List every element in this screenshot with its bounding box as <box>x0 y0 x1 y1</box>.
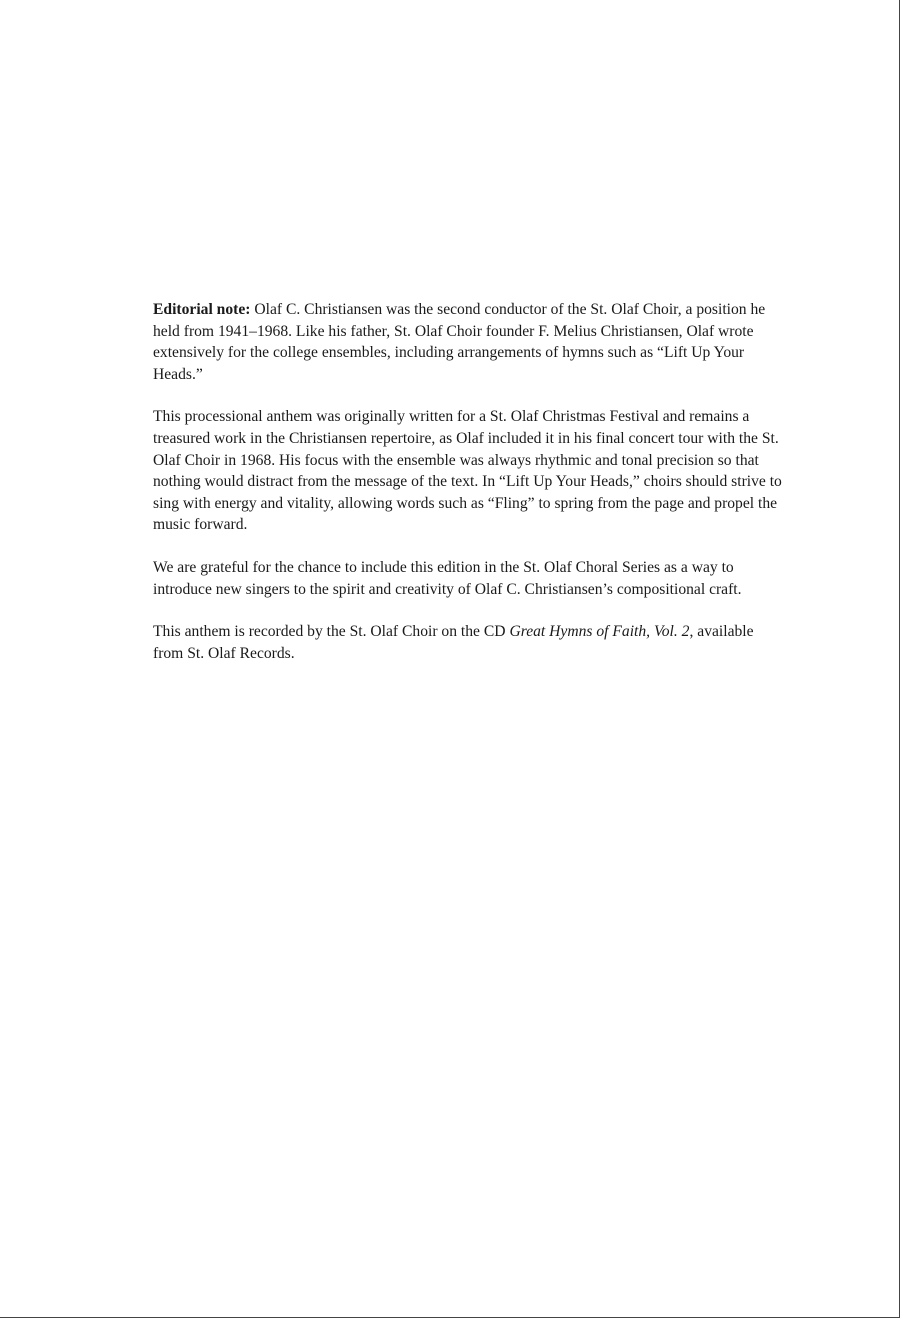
recording-text-after: , available from St. Olaf Records. <box>153 623 754 662</box>
paragraph-intro <box>153 299 785 385</box>
recording-text-before: This anthem is recorded by the St. Olaf Choir on the CD <box>153 623 510 641</box>
cd-title: Great Hymns of Faith, Vol. 2 <box>509 623 690 641</box>
paragraph-recording <box>153 621 785 664</box>
editorial-note <box>153 299 785 685</box>
paragraph-processional: This processional anthem was originally written for a St. Olaf Christmas Festival and remains a treasured work in the Christiansen repertoire, as Olaf included it in his final concert tour with the St. Olaf Choir in 1968. His focus with the ensemble was always rhythmic and tonal precision so that nothing would distract from the message of the text. In “Lift Up Your Heads,” choirs should strive to sing with energy and vitality, allowing words such as “Fling” to spring from the page and propel the music forward. <box>153 408 782 534</box>
paragraph-gratitude: We are grateful for the chance to include this edition in the St. Olaf Choral Series as a way to introduce new singers to the spirit and creativity of Olaf C. Christiansen’s compositional craft. <box>153 558 742 598</box>
paragraph-intro-text: Olaf C. Christiansen was the second conductor of the St. Olaf Choir, a position he held from 1941–1968. Like his father, St. Olaf Choir founder F. Melius Christiansen, Olaf wrote extensively for the college ensembles, including arrangements of hymns such as “Lift Up Your Heads.” <box>153 301 766 383</box>
editorial-note-label: Editorial note: <box>153 301 251 318</box>
